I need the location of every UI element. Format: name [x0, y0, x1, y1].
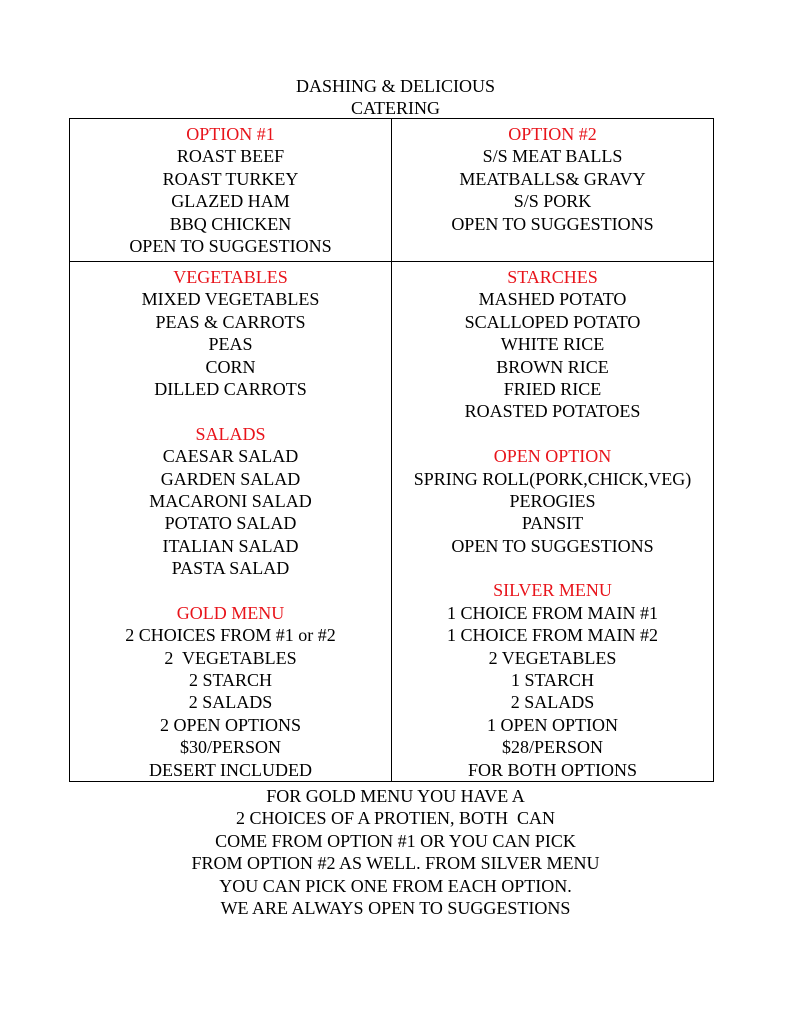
open-option-item: SPRING ROLL(PORK,CHICK,VEG): [413, 468, 692, 489]
starch-item: MASHED POTATO: [478, 289, 627, 310]
footer-line: YOU CAN PICK ONE FROM EACH OPTION.: [219, 875, 572, 896]
silver-menu-item: 2 SALADS: [510, 692, 595, 713]
salad-item: PASTA SALAD: [171, 558, 290, 579]
open-option-heading: OPEN OPTION: [493, 446, 612, 467]
silver-menu-heading: SILVER MENU: [493, 580, 612, 601]
vegetable-item: DILLED CARROTS: [154, 378, 307, 399]
starch-item: WHITE RICE: [500, 334, 605, 355]
salad-item: CAESAR SALAD: [162, 446, 299, 467]
silver-menu-item: 1 CHOICE FROM MAIN #2: [446, 625, 659, 646]
silver-menu-item: 2 VEGETABLES: [488, 647, 617, 668]
row-divider: [70, 261, 713, 262]
footer-line: FROM OPTION #2 AS WELL. FROM SILVER MENU: [191, 853, 600, 874]
vegetable-item: PEAS & CARROTS: [155, 311, 306, 332]
title-line-1: DASHING & DELICIOUS: [296, 76, 495, 96]
vegetable-item: PEAS: [208, 334, 253, 355]
gold-menu-heading: GOLD MENU: [176, 602, 285, 623]
silver-menu-item: 1 OPEN OPTION: [486, 714, 618, 735]
silver-menu-price: $28/PERSON: [501, 737, 604, 758]
option1-item: ROAST TURKEY: [162, 168, 299, 189]
salads-heading: SALADS: [195, 423, 266, 444]
salad-item: GARDEN SALAD: [160, 468, 301, 489]
option1-heading: OPTION #1: [186, 124, 275, 144]
footer-line: FOR GOLD MENU YOU HAVE A: [266, 786, 525, 806]
vegetable-item: CORN: [205, 356, 256, 377]
sides-left-cell: [70, 266, 391, 781]
option1-cell: [70, 123, 391, 257]
footer-line: 2 CHOICES OF A PROTIEN, BOTH CAN: [235, 808, 556, 829]
vegetables-heading: VEGETABLES: [173, 267, 288, 287]
salad-item: MACARONI SALAD: [149, 490, 312, 511]
starch-item: FRIED RICE: [503, 378, 602, 399]
footer-line: WE ARE ALWAYS OPEN TO SUGGESTIONS: [220, 897, 571, 918]
salad-item: ITALIAN SALAD: [162, 535, 299, 556]
gold-menu-price: $30/PERSON: [179, 737, 282, 758]
silver-menu-item: FOR BOTH OPTIONS: [467, 759, 638, 780]
option2-heading: OPTION #2: [508, 124, 597, 144]
menu-table: [69, 118, 714, 782]
gold-menu-item: DESERT INCLUDED: [148, 759, 313, 780]
sides-right-cell: [392, 266, 713, 781]
open-option-item: PEROGIES: [509, 490, 596, 511]
title-line-2: CATERING: [351, 98, 440, 118]
silver-menu-item: 1 STARCH: [510, 670, 595, 691]
gold-menu-item: 2 STARCH: [188, 670, 273, 691]
footer-note: [0, 785, 791, 919]
option2-item: S/S PORK: [513, 191, 592, 212]
silver-menu-item: 1 CHOICE FROM MAIN #1: [446, 602, 659, 623]
gold-menu-item: 2 SALADS: [188, 692, 273, 713]
gold-menu-item: 2 CHOICES FROM #1 or #2: [125, 625, 336, 646]
option2-cell: [392, 123, 713, 235]
starch-item: ROASTED POTATOES: [464, 401, 641, 422]
gold-menu-item: 2 VEGETABLES: [164, 647, 297, 668]
option1-item: BBQ CHICKEN: [169, 213, 292, 234]
option2-item: OPEN TO SUGGESTIONS: [451, 213, 654, 234]
footer-line: COME FROM OPTION #1 OR YOU CAN PICK: [215, 830, 576, 851]
page-header: [0, 75, 791, 119]
option2-item: MEATBALLS& GRAVY: [459, 168, 646, 189]
starches-heading: STARCHES: [507, 267, 598, 287]
vegetable-item: MIXED VEGETABLES: [141, 289, 320, 310]
option1-item: ROAST BEEF: [176, 146, 285, 167]
option1-item: GLAZED HAM: [171, 191, 290, 212]
starch-item: SCALLOPED POTATO: [464, 311, 641, 332]
option2-item: S/S MEAT BALLS: [482, 146, 623, 167]
open-option-item: OPEN TO SUGGESTIONS: [451, 535, 654, 556]
gold-menu-item: 2 OPEN OPTIONS: [159, 714, 301, 735]
starch-item: BROWN RICE: [496, 356, 609, 377]
option1-item: OPEN TO SUGGESTIONS: [129, 235, 332, 256]
salad-item: POTATO SALAD: [164, 513, 297, 534]
open-option-item: PANSIT: [521, 513, 584, 534]
